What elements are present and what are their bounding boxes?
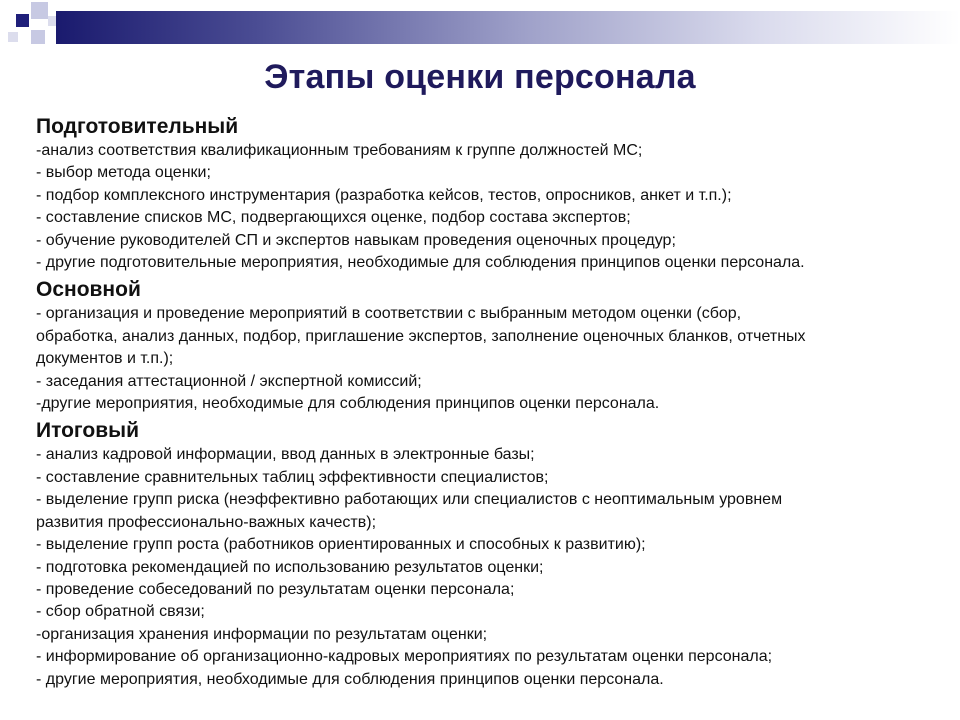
list-item: - выделение групп роста (работников ориентированных и способных к развитию); [36,536,646,554]
decorative-square-faint [8,32,18,42]
list-item: -организация хранения информации по результатам оценки; [36,625,488,643]
list-item: - подбор комплексного инструментария (разработка кейсов, тестов, опросников, анкет и т.п.); [36,186,732,204]
list-item: обработка, анализ данных, подбор, приглашение экспертов, заполнение оценочных бланков, отчетных [36,327,806,345]
slide-title: Этапы оценки персонала [264,58,696,96]
list-item: - организация и проведение мероприятий в соответствии с выбранным методом оценки (сбор, [36,305,742,323]
list-item: - составление списков МС, подвергающихся оценке, подбор состава экспертов; [36,209,631,227]
section-heading: Основной [36,278,141,302]
list-item: развития профессионально-важных качеств); [36,513,377,531]
list-item: - заседания аттестационной / экспертной комиссий; [36,372,422,390]
header-gradient-band [56,11,960,44]
list-item: - другие подготовительные мероприятия, необходимые для соблюдения принципов оценки персонала. [36,254,805,272]
list-item: - анализ кадровой информации, ввод данных в электронные базы; [36,446,535,464]
list-item: документов и т.п.); [36,350,174,368]
list-item: -анализ соответствия квалификационным требованиям к группе должностей МС; [36,142,643,159]
list-item: - информирование об организационно-кадровых мероприятиях по результатам оценки персонала; [36,648,773,666]
decorative-square-light [31,2,48,19]
section-main [36,276,946,415]
list-item: -другие мероприятия, необходимые для соблюдения принципов оценки персонала. [36,395,660,413]
list-item: - составление сравнительных таблиц эффективности специалистов; [36,468,549,486]
decorative-square-dark [16,14,29,27]
decorative-square-light [31,30,45,44]
list-item: - подготовка рекомендацией по использованию результатов оценки; [36,558,544,576]
section-preparatory [36,113,946,274]
list-item: - выбор метода оценки; [36,164,211,182]
list-item: - другие мероприятия, необходимые для соблюдения принципов оценки персонала. [36,670,664,688]
list-item: - сбор обратной связи; [36,603,205,621]
list-item: - выделение групп риска (неэффективно работающих или специалистов с неоптимальным уровнем [36,491,783,509]
list-item: - проведение собеседований по результатам оценки персонала; [36,580,515,598]
section-final [36,417,946,690]
slide-content [36,113,946,691]
section-heading: Итоговый [36,419,139,443]
list-item: - обучение руководителей СП и экспертов навыкам проведения оценочных процедур; [36,231,676,249]
section-heading: Подготовительный [36,115,239,138]
